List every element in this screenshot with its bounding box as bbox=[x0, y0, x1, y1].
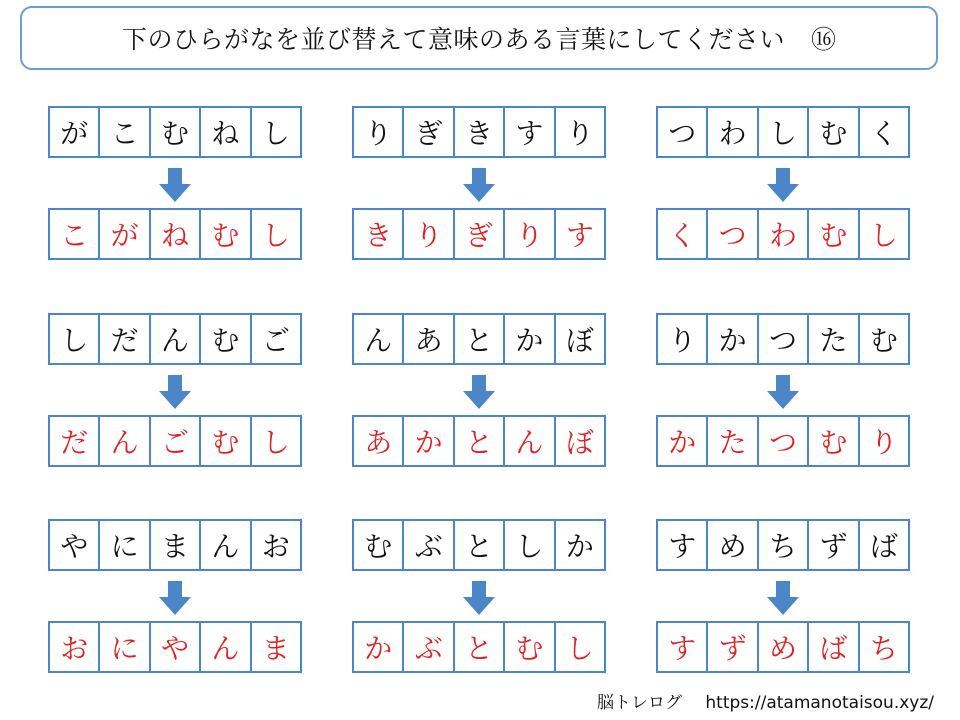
question-row bbox=[48, 106, 302, 158]
answer-cell: だ bbox=[50, 417, 100, 465]
answer-cell: ん bbox=[505, 417, 555, 465]
answer-cell: ぼ bbox=[565, 426, 594, 459]
answer-row bbox=[352, 621, 606, 673]
answer-cell: む bbox=[505, 623, 555, 671]
answer-cell: あ bbox=[354, 417, 404, 465]
question-row bbox=[656, 313, 910, 365]
question-row bbox=[352, 519, 606, 571]
question-cell: か bbox=[708, 315, 758, 363]
question-cell: ん bbox=[354, 315, 404, 363]
question-cell: す bbox=[658, 521, 708, 569]
answer-cell: お bbox=[50, 623, 100, 671]
answer-cell: ぎ bbox=[455, 210, 505, 258]
answer-cell: た bbox=[708, 417, 758, 465]
question-cell: や bbox=[50, 521, 100, 569]
puzzle-1 bbox=[48, 106, 304, 260]
question-row bbox=[656, 519, 910, 571]
question-cell: あ bbox=[404, 315, 454, 363]
answer-cell: し bbox=[261, 219, 290, 252]
page-title: 下のひらがなを並び替えて意味のある言葉にしてください bbox=[121, 25, 785, 54]
question-cell: き bbox=[455, 108, 505, 156]
puzzle-number: ⑯ bbox=[811, 25, 837, 54]
answer-row bbox=[48, 415, 302, 467]
question-cell: だ bbox=[100, 315, 150, 363]
arrow-down-icon bbox=[159, 168, 191, 202]
arrow-down-icon bbox=[463, 168, 495, 202]
answer-row bbox=[656, 621, 910, 673]
question-cell: お bbox=[261, 530, 290, 563]
question-cell: ん bbox=[151, 315, 201, 363]
answer-cell: ね bbox=[151, 210, 201, 258]
answer-cell: つ bbox=[759, 417, 809, 465]
question-cell: ば bbox=[869, 530, 898, 563]
question-cell: ん bbox=[201, 521, 251, 569]
answer-cell: ま bbox=[261, 632, 290, 665]
answer-cell: か bbox=[404, 417, 454, 465]
question-cell: が bbox=[50, 108, 100, 156]
puzzle-4 bbox=[48, 313, 304, 467]
arrow-down-icon bbox=[767, 168, 799, 202]
question-cell: つ bbox=[658, 108, 708, 156]
answer-cell: こ bbox=[50, 210, 100, 258]
question-cell: し bbox=[261, 117, 290, 150]
answer-row bbox=[352, 208, 606, 260]
answer-cell: り bbox=[869, 426, 898, 459]
answer-row bbox=[48, 208, 302, 260]
question-cell: り bbox=[354, 108, 404, 156]
answer-row bbox=[656, 415, 910, 467]
question-cell: ち bbox=[759, 521, 809, 569]
answer-cell: む bbox=[809, 210, 859, 258]
question-cell: し bbox=[759, 108, 809, 156]
answer-cell: ぶ bbox=[404, 623, 454, 671]
question-cell: め bbox=[708, 521, 758, 569]
question-cell: す bbox=[505, 108, 555, 156]
answer-cell: め bbox=[759, 623, 809, 671]
answer-cell: と bbox=[455, 417, 505, 465]
question-cell: か bbox=[505, 315, 555, 363]
question-cell: た bbox=[809, 315, 859, 363]
site-url[interactable]: https://atamanotaisou.xyz/ bbox=[705, 693, 934, 713]
arrow-down-icon bbox=[159, 375, 191, 409]
question-cell: こ bbox=[100, 108, 150, 156]
answer-cell: し bbox=[261, 426, 290, 459]
question-cell: わ bbox=[708, 108, 758, 156]
answer-cell: ん bbox=[201, 623, 251, 671]
answer-cell: む bbox=[201, 210, 251, 258]
question-cell: ぼ bbox=[565, 324, 594, 357]
question-cell: に bbox=[100, 521, 150, 569]
answer-cell: り bbox=[505, 210, 555, 258]
arrow-down-icon bbox=[159, 581, 191, 615]
answer-cell: す bbox=[658, 623, 708, 671]
question-cell: ご bbox=[261, 324, 290, 357]
question-cell: か bbox=[565, 530, 594, 563]
answer-row bbox=[352, 415, 606, 467]
puzzle-8 bbox=[352, 519, 608, 673]
answer-cell: し bbox=[869, 219, 898, 252]
question-row bbox=[48, 313, 302, 365]
question-cell: む bbox=[354, 521, 404, 569]
footer bbox=[597, 688, 934, 713]
site-name: 脳トレログ bbox=[596, 693, 682, 713]
question-cell: ね bbox=[201, 108, 251, 156]
puzzle-6 bbox=[656, 313, 912, 467]
answer-cell: ん bbox=[100, 417, 150, 465]
answer-cell: ち bbox=[869, 632, 898, 665]
question-cell: ま bbox=[151, 521, 201, 569]
answer-cell: か bbox=[354, 623, 404, 671]
answer-cell: き bbox=[354, 210, 404, 258]
question-cell: り bbox=[658, 315, 708, 363]
answer-cell: と bbox=[455, 623, 505, 671]
answer-cell: む bbox=[809, 417, 859, 465]
question-cell: む bbox=[201, 315, 251, 363]
question-row bbox=[352, 106, 606, 158]
answer-cell: ず bbox=[708, 623, 758, 671]
question-cell: し bbox=[50, 315, 100, 363]
answer-cell: く bbox=[658, 210, 708, 258]
puzzle-9 bbox=[656, 519, 912, 673]
question-cell: む bbox=[869, 324, 898, 357]
question-cell: く bbox=[869, 117, 898, 150]
arrow-down-icon bbox=[767, 581, 799, 615]
question-cell: ぎ bbox=[404, 108, 454, 156]
answer-row bbox=[656, 208, 910, 260]
answer-cell: や bbox=[151, 623, 201, 671]
question-row bbox=[656, 106, 910, 158]
puzzle-5 bbox=[352, 313, 608, 467]
question-row bbox=[48, 519, 302, 571]
answer-row bbox=[48, 621, 302, 673]
arrow-down-icon bbox=[767, 375, 799, 409]
answer-cell: ば bbox=[809, 623, 859, 671]
answer-cell: わ bbox=[759, 210, 809, 258]
question-cell: つ bbox=[759, 315, 809, 363]
question-cell: し bbox=[505, 521, 555, 569]
arrow-down-icon bbox=[463, 581, 495, 615]
answer-cell: む bbox=[201, 417, 251, 465]
question-row bbox=[352, 313, 606, 365]
puzzle-2 bbox=[352, 106, 608, 260]
answer-cell: す bbox=[565, 219, 594, 252]
question-cell: り bbox=[565, 117, 594, 150]
answer-cell: に bbox=[100, 623, 150, 671]
puzzle-7 bbox=[48, 519, 304, 673]
question-cell: む bbox=[809, 108, 859, 156]
answer-cell: が bbox=[100, 210, 150, 258]
answer-cell: ご bbox=[151, 417, 201, 465]
question-cell: ず bbox=[809, 521, 859, 569]
title-box bbox=[20, 6, 938, 70]
puzzle-3 bbox=[656, 106, 912, 260]
question-cell: と bbox=[455, 521, 505, 569]
question-cell: む bbox=[151, 108, 201, 156]
answer-cell: り bbox=[404, 210, 454, 258]
answer-cell: し bbox=[565, 632, 594, 665]
answer-cell: か bbox=[658, 417, 708, 465]
question-cell: と bbox=[455, 315, 505, 363]
question-cell: ぶ bbox=[404, 521, 454, 569]
arrow-down-icon bbox=[463, 375, 495, 409]
answer-cell: つ bbox=[708, 210, 758, 258]
